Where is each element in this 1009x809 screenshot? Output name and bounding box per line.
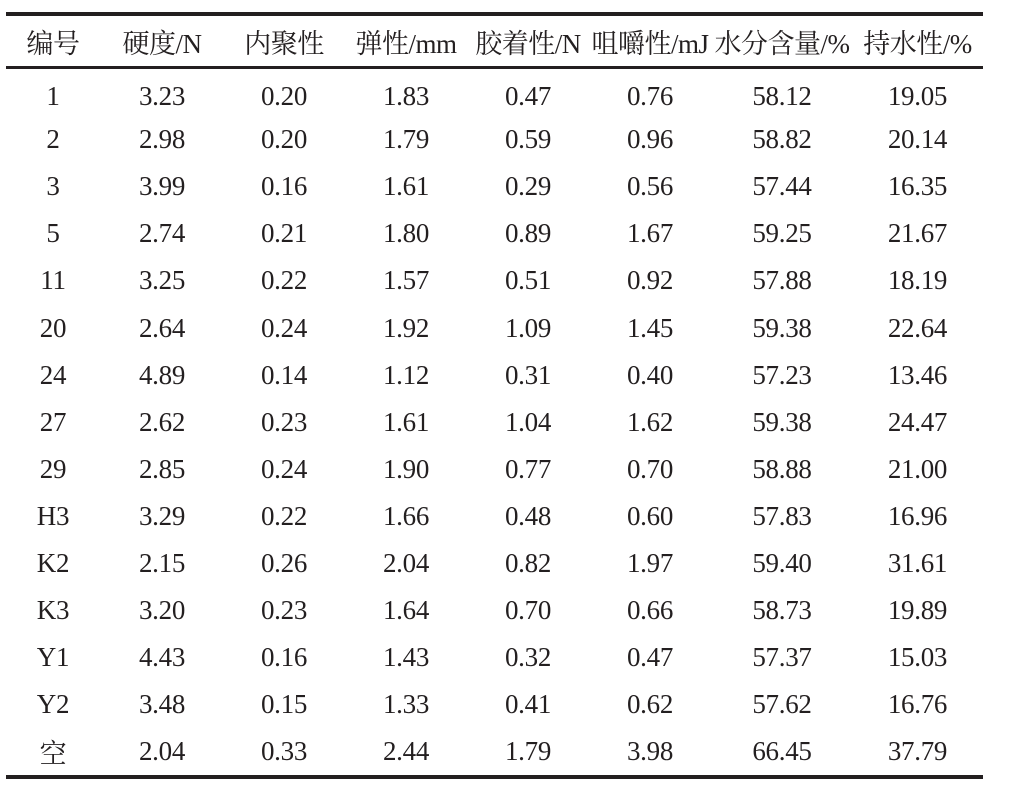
header-springiness: 弹性/mm [355,28,457,59]
cell-gumminess: 1.79 [504,736,552,767]
cell-springiness: 1.12 [382,359,430,390]
cell-gumminess: 1.09 [504,312,552,343]
cell-water-holding: 31.61 [887,547,948,578]
cell-springiness: 1.79 [382,124,430,155]
cell-id: 2 [46,124,60,155]
cell-id: K3 [36,595,70,626]
cell-cohesiveness: 0.33 [260,736,308,767]
cell-chewiness: 0.66 [626,595,674,626]
cell-water-holding: 16.76 [887,689,948,720]
cell-water-holding: 21.00 [887,453,948,484]
cell-hardness: 2.98 [138,124,186,155]
cell-cohesiveness: 0.16 [260,171,308,202]
cell-cohesiveness: 0.26 [260,547,308,578]
cell-hardness: 3.29 [138,500,186,531]
table-row [6,634,983,681]
cell-springiness: 2.44 [382,736,430,767]
cell-gumminess: 0.59 [504,124,552,155]
cell-gumminess: 0.89 [504,218,552,249]
cell-cohesiveness: 0.21 [260,218,308,249]
cell-gumminess: 0.32 [504,642,552,673]
cell-hardness: 2.74 [138,218,186,249]
cell-cohesiveness: 0.15 [260,689,308,720]
cell-hardness: 2.64 [138,312,186,343]
header-moisture-content: 水分含量/% [714,28,850,59]
cell-gumminess: 0.70 [504,595,552,626]
header-gumminess: 胶着性/N [475,28,581,59]
cell-springiness: 1.61 [382,406,430,437]
cell-springiness: 2.04 [382,547,430,578]
data-table-body [6,69,983,775]
cell-gumminess: 1.04 [504,406,552,437]
data-table [6,16,983,66]
cell-water-holding: 16.96 [887,500,948,531]
cell-hardness: 3.23 [138,81,186,112]
cell-id: Y1 [36,642,70,673]
cell-water-holding: 16.35 [887,171,948,202]
data-table-container [6,12,983,779]
cell-springiness: 1.92 [382,312,430,343]
cell-hardness: 3.25 [138,265,186,296]
cell-moisture-content: 57.62 [752,689,812,720]
cell-springiness: 1.61 [382,171,430,202]
cell-hardness: 3.99 [138,171,186,202]
header-id: 编号 [26,28,80,59]
cell-chewiness: 0.96 [626,124,674,155]
cell-chewiness: 0.47 [626,642,674,673]
cell-chewiness: 0.56 [626,171,674,202]
table-row [6,399,983,446]
cell-chewiness: 0.62 [626,689,674,720]
cell-hardness: 2.04 [138,736,186,767]
table-row [6,304,983,351]
header-row [6,16,983,66]
cell-chewiness: 1.67 [626,218,674,249]
cell-water-holding: 22.64 [887,312,948,343]
cell-id: 20 [39,312,67,343]
cell-cohesiveness: 0.24 [260,453,308,484]
cell-gumminess: 0.29 [504,171,552,202]
cell-chewiness: 0.70 [626,453,674,484]
cell-hardness: 2.62 [138,406,186,437]
cell-moisture-content: 57.44 [752,171,812,202]
cell-hardness: 4.43 [138,642,186,673]
cell-cohesiveness: 0.23 [260,595,308,626]
cell-id: 5 [46,218,60,249]
cell-water-holding: 21.67 [887,218,948,249]
cell-id: 27 [39,406,67,437]
cell-chewiness: 1.97 [626,547,674,578]
cell-gumminess: 0.77 [504,453,552,484]
cell-chewiness: 0.40 [626,359,674,390]
cell-cohesiveness: 0.22 [260,265,308,296]
cell-chewiness: 1.62 [626,406,674,437]
cell-gumminess: 0.41 [504,689,552,720]
cell-id: 3 [46,171,60,202]
cell-cohesiveness: 0.20 [260,81,308,112]
cell-moisture-content: 57.88 [752,265,812,296]
cell-id: 空 [39,739,67,770]
cell-springiness: 1.33 [382,689,430,720]
cell-water-holding: 15.03 [887,642,948,673]
cell-springiness: 1.83 [382,81,430,112]
cell-gumminess: 0.47 [504,81,552,112]
cell-chewiness: 3.98 [626,736,674,767]
cell-id: K2 [36,547,70,578]
table-row [6,257,983,304]
cell-moisture-content: 58.73 [752,595,812,626]
cell-cohesiveness: 0.24 [260,312,308,343]
cell-moisture-content: 57.37 [752,642,812,673]
table-bottom-rule [6,775,983,779]
cell-moisture-content: 58.88 [752,453,812,484]
table-row [6,116,983,163]
cell-springiness: 1.80 [382,218,430,249]
cell-hardness: 2.85 [138,453,186,484]
cell-springiness: 1.64 [382,595,430,626]
table-row [6,728,983,775]
cell-gumminess: 0.48 [504,500,552,531]
cell-moisture-content: 59.40 [752,547,812,578]
header-water-holding: 持水性/% [863,28,972,59]
cell-gumminess: 0.51 [504,265,552,296]
cell-id: 1 [46,81,60,112]
cell-cohesiveness: 0.14 [260,359,308,390]
cell-moisture-content: 66.45 [752,736,812,767]
table-row [6,69,983,116]
cell-water-holding: 24.47 [887,406,948,437]
cell-chewiness: 0.92 [626,265,674,296]
cell-water-holding: 13.46 [887,359,948,390]
cell-water-holding: 20.14 [887,124,948,155]
cell-gumminess: 0.82 [504,547,552,578]
cell-chewiness: 1.45 [626,312,674,343]
cell-gumminess: 0.31 [504,359,552,390]
cell-hardness: 4.89 [138,359,186,390]
table-row [6,587,983,634]
header-cohesiveness: 内聚性 [244,28,324,59]
cell-hardness: 2.15 [138,547,186,578]
cell-moisture-content: 59.25 [752,218,812,249]
cell-id: 24 [39,359,67,390]
cell-cohesiveness: 0.16 [260,642,308,673]
table-row [6,681,983,728]
table-row [6,352,983,399]
cell-cohesiveness: 0.22 [260,500,308,531]
cell-id: 11 [40,265,66,296]
cell-water-holding: 37.79 [887,736,948,767]
table-body [6,69,983,775]
cell-hardness: 3.20 [138,595,186,626]
cell-id: Y2 [36,689,70,720]
cell-springiness: 1.66 [382,500,430,531]
table-row [6,493,983,540]
cell-springiness: 1.90 [382,453,430,484]
cell-water-holding: 19.05 [887,81,948,112]
cell-cohesiveness: 0.20 [260,124,308,155]
header-chewiness: 咀嚼性/mJ [591,28,709,59]
table-row [6,540,983,587]
cell-id: 29 [39,453,67,484]
cell-springiness: 1.57 [382,265,430,296]
cell-water-holding: 18.19 [887,265,948,296]
cell-moisture-content: 59.38 [752,312,812,343]
cell-cohesiveness: 0.23 [260,406,308,437]
cell-chewiness: 0.60 [626,500,674,531]
table-row [6,210,983,257]
cell-chewiness: 0.76 [626,81,674,112]
cell-springiness: 1.43 [382,642,430,673]
table-header [6,16,983,66]
cell-id: H3 [36,500,70,531]
cell-moisture-content: 58.12 [752,81,812,112]
header-hardness: 硬度/N [122,28,202,59]
cell-hardness: 3.48 [138,689,186,720]
cell-moisture-content: 58.82 [752,124,812,155]
table-row [6,446,983,493]
cell-water-holding: 19.89 [887,595,948,626]
cell-moisture-content: 59.38 [752,406,812,437]
cell-moisture-content: 57.23 [752,359,812,390]
cell-moisture-content: 57.83 [752,500,812,531]
table-row [6,163,983,210]
